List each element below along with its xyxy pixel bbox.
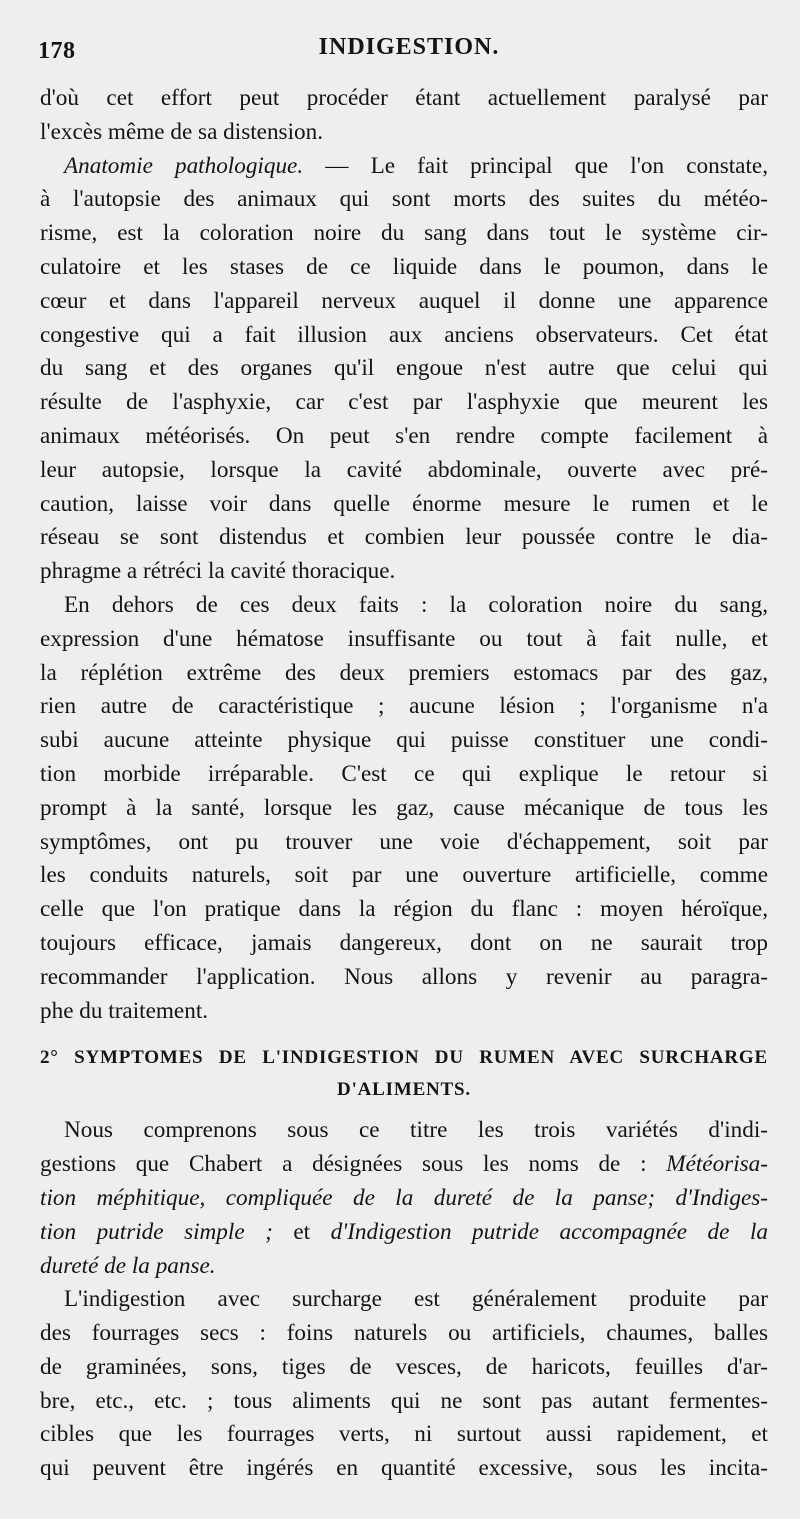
italic-subheading: Anatomie pathologique. <box>64 152 304 179</box>
italic-fragment: Météorisa- <box>666 1151 768 1178</box>
text-line: à l'autopsie des animaux qui sont morts des suites du météo- <box>40 186 768 213</box>
text-line: En dehors de ces deux faits : la coloration noire du sang, <box>64 591 768 618</box>
text-line: Nous comprenons sous ce titre les trois variétés d'indi- <box>64 1117 768 1144</box>
text-line: les conduits naturels, soit par une ouverture artificielle, comme <box>40 862 768 889</box>
italic-line: dureté de la panse. <box>40 1252 216 1279</box>
running-title: INDIGESTION. <box>318 34 500 60</box>
text-line: culatoire et les stases de ce liquide dans le poumon, dans le <box>40 253 768 280</box>
text-line: l'excès même de sa distension. <box>40 118 323 145</box>
text-line: subi aucune atteinte physique qui puisse constituer une condi- <box>40 727 768 754</box>
paragraph-first-line <box>40 150 768 184</box>
text-line: expression d'une hématose insuffisante ou tout à fait nulle, et <box>40 625 768 652</box>
text-line: rien autre de caractéristique ; aucune lésion ; l'organisme n'a <box>40 693 768 720</box>
text-line: bre, etc., etc. ; tous aliments qui ne sont pas autant fermentes- <box>40 1387 768 1414</box>
text-line: toujours efficace, jamais dangereux, dont on ne saurait trop <box>40 929 768 956</box>
page-number: 178 <box>38 38 76 64</box>
text-fragment: gestions que Chabert a désignées sous les noms de : <box>40 1151 667 1178</box>
text-line: symptômes, ont pu trouver une voie d'échappement, soit par <box>40 828 768 855</box>
text-line: L'indigestion avec surcharge est généralement produite par <box>64 1286 768 1313</box>
page-header <box>38 30 780 70</box>
text-line: caution, laisse voir dans quelle énorme mesure le rumen et le <box>40 490 768 517</box>
text-line: celle que l'on pratique dans la région du flanc : moyen héroïque, <box>40 896 768 923</box>
text-line: résulte de l'asphyxie, car c'est par l'asphyxie que meurent les <box>40 389 768 416</box>
text-line: de graminées, sons, tiges de vesces, de haricots, feuilles d'ar- <box>40 1353 768 1380</box>
text-line: des fourrages secs : foins naturels ou artificiels, chaumes, balles <box>40 1320 768 1347</box>
italic-line: tion méphitique, compliquée de la dureté de la panse; d'Indiges- <box>40 1184 768 1211</box>
text-line: réseau se sont distendus et combien leur poussée contre le dia- <box>40 524 768 551</box>
text-line: congestive qui a fait illusion aux anciens observateurs. Cet état <box>40 321 768 348</box>
text-line: tion morbide irréparable. C'est ce qui explique le retour si <box>40 760 768 787</box>
text-fragment: et <box>293 1218 331 1245</box>
text-line: leur autopsie, lorsque la cavité abdominale, ouverte avec pré- <box>40 456 768 483</box>
italic-fragment: d'Indigestion putride accompagnée de la <box>330 1218 768 1245</box>
text-line: d'où cet effort peut procéder étant actuellement paralysé par <box>40 85 768 111</box>
text-line: qui peuvent être ingérés en quantité excessive, sous les incita- <box>40 1455 768 1482</box>
section-heading-continuation: D'ALIMENTS. <box>337 1079 471 1101</box>
text-line: animaux météorisés. On peut s'en rendre compte facilement à <box>40 422 768 449</box>
italic-fragment: tion putride simple ; <box>40 1218 294 1245</box>
text-line: risme, est la coloration noire du sang dans tout le système cir- <box>40 220 768 247</box>
text-line: prompt à la santé, lorsque les gaz, cause mécanique de tous les <box>40 794 768 821</box>
text-fragment: — Le fait principal que l'on constate, <box>303 152 768 179</box>
text-line: phragme a rétréci la cavité thoracique. <box>40 558 396 585</box>
text-line: cœur et dans l'appareil nerveux auquel il donne une apparence <box>40 287 768 314</box>
text-line: la réplétion extrême des deux premiers estomacs par des gaz, <box>40 659 768 686</box>
section-heading: 2° SYMPTOMES DE L'INDIGESTION DU RUMEN AVEC SURCHARGE <box>40 1047 768 1069</box>
text-line <box>40 1216 768 1250</box>
text-line: recommander l'application. Nous allons y revenir au paragra- <box>40 963 768 990</box>
text-line: cibles que les fourrages verts, ni surtout aussi rapidement, et <box>40 1421 768 1448</box>
text-line: phe du traitement. <box>40 997 209 1024</box>
text-line: du sang et des organes qu'il engoue n'est autre que celui qui <box>40 355 768 382</box>
body-text <box>40 82 768 1486</box>
text-line <box>40 1148 768 1182</box>
